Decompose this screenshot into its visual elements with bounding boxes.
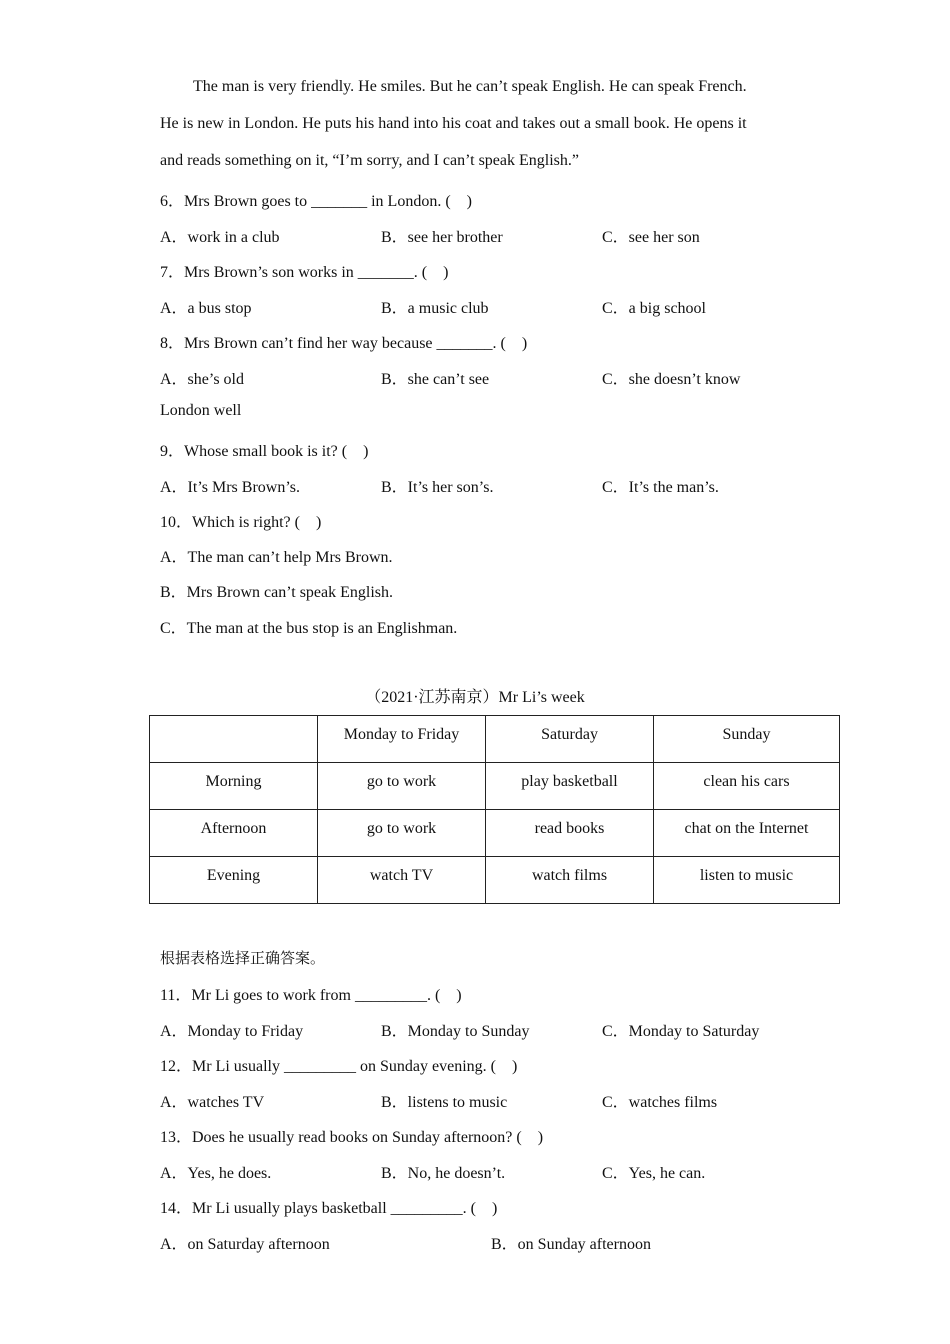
passage-line-2: He is new in London. He puts his hand into his coat and takes out a small book. He opens it <box>160 115 747 132</box>
q9-option-b[interactable]: B．It’s her son’s. <box>381 479 494 496</box>
table-cell: go to work <box>318 810 486 857</box>
q6-option-b[interactable]: B．see her brother <box>381 229 503 246</box>
q11-option-c[interactable]: C．Monday to Saturday <box>602 1023 760 1040</box>
q13-option-c[interactable]: C．Yes, he can. <box>602 1165 706 1182</box>
table-cell: clean his cars <box>654 763 840 810</box>
q7-option-b[interactable]: B．a music club <box>381 300 489 317</box>
question-9: 9．Whose small book is it? ( ) <box>160 443 369 460</box>
q7-option-c[interactable]: C．a big school <box>602 300 706 317</box>
q10-option-a[interactable]: A．The man can’t help Mrs Brown. <box>160 549 393 566</box>
question-13: 13．Does he usually read books on Sunday afternoon? ( ) <box>160 1129 544 1146</box>
row-label: Evening <box>150 857 318 904</box>
header-cell <box>150 716 318 763</box>
q13-option-a[interactable]: A．Yes, he does. <box>160 1165 272 1182</box>
table-row <box>150 763 840 810</box>
table-cell: play basketball <box>486 763 654 810</box>
q8-option-b[interactable]: B．she can’t see <box>381 371 490 388</box>
q9-option-c[interactable]: C．It’s the man’s. <box>602 479 719 496</box>
q12-option-c[interactable]: C．watches films <box>602 1094 718 1111</box>
header-cell: Saturday <box>486 716 654 763</box>
q10-option-c[interactable]: C．The man at the bus stop is an Englishman. <box>160 620 458 637</box>
table-cell: go to work <box>318 763 486 810</box>
section-title: （2021·江苏南京）Mr Li’s week <box>365 689 585 706</box>
q12-option-b[interactable]: B．listens to music <box>381 1094 508 1111</box>
question-7: 7．Mrs Brown’s son works in _______. ( ) <box>160 264 449 281</box>
row-label: Morning <box>150 763 318 810</box>
table-cell: watch TV <box>318 857 486 904</box>
table-row <box>150 810 840 857</box>
table-cell: watch films <box>486 857 654 904</box>
q14-option-a[interactable]: A．on Saturday afternoon <box>160 1236 330 1253</box>
question-14: 14．Mr Li usually plays basketball _________. ( ) <box>160 1200 498 1217</box>
q7-option-a[interactable]: A．a bus stop <box>160 300 252 317</box>
table-header-row <box>150 716 840 763</box>
q9-option-a[interactable]: A．It’s Mrs Brown’s. <box>160 479 301 496</box>
q8-option-c[interactable]: C．she doesn’t know <box>602 371 741 388</box>
q6-option-a[interactable]: A．work in a club <box>160 229 280 246</box>
q8-option-a[interactable]: A．she’s old <box>160 371 245 388</box>
passage-line-3: and reads something on it, “I’m sorry, and I can’t speak English.” <box>160 152 579 169</box>
header-cell: Sunday <box>654 716 840 763</box>
q11-option-a[interactable]: A．Monday to Friday <box>160 1023 304 1040</box>
schedule-table <box>149 715 840 904</box>
q11-option-b[interactable]: B．Monday to Sunday <box>381 1023 530 1040</box>
table-row <box>150 857 840 904</box>
q14-option-b[interactable]: B．on Sunday afternoon <box>491 1236 651 1253</box>
question-10: 10．Which is right? ( ) <box>160 514 322 531</box>
table-cell: chat on the Internet <box>654 810 840 857</box>
row-label: Afternoon <box>150 810 318 857</box>
question-8: 8．Mrs Brown can’t find her way because _______. ( ) <box>160 335 528 352</box>
question-6: 6．Mrs Brown goes to _______ in London. ( ) <box>160 193 472 210</box>
question-12: 12．Mr Li usually _________ on Sunday evening. ( ) <box>160 1058 518 1075</box>
q10-option-b[interactable]: B．Mrs Brown can’t speak English. <box>160 584 394 601</box>
q12-option-a[interactable]: A．watches TV <box>160 1094 265 1111</box>
passage-line-1: The man is very friendly. He smiles. But he can’t speak English. He can speak French. <box>193 78 747 95</box>
q8-option-c-continued: London well <box>160 402 242 419</box>
question-11: 11．Mr Li goes to work from _________. ( ) <box>160 987 462 1004</box>
table-cell: listen to music <box>654 857 840 904</box>
instruction: 根据表格选择正确答案。 <box>160 949 326 967</box>
q13-option-b[interactable]: B．No, he doesn’t. <box>381 1165 506 1182</box>
header-cell: Monday to Friday <box>318 716 486 763</box>
table-cell: read books <box>486 810 654 857</box>
q6-option-c[interactable]: C．see her son <box>602 229 700 246</box>
